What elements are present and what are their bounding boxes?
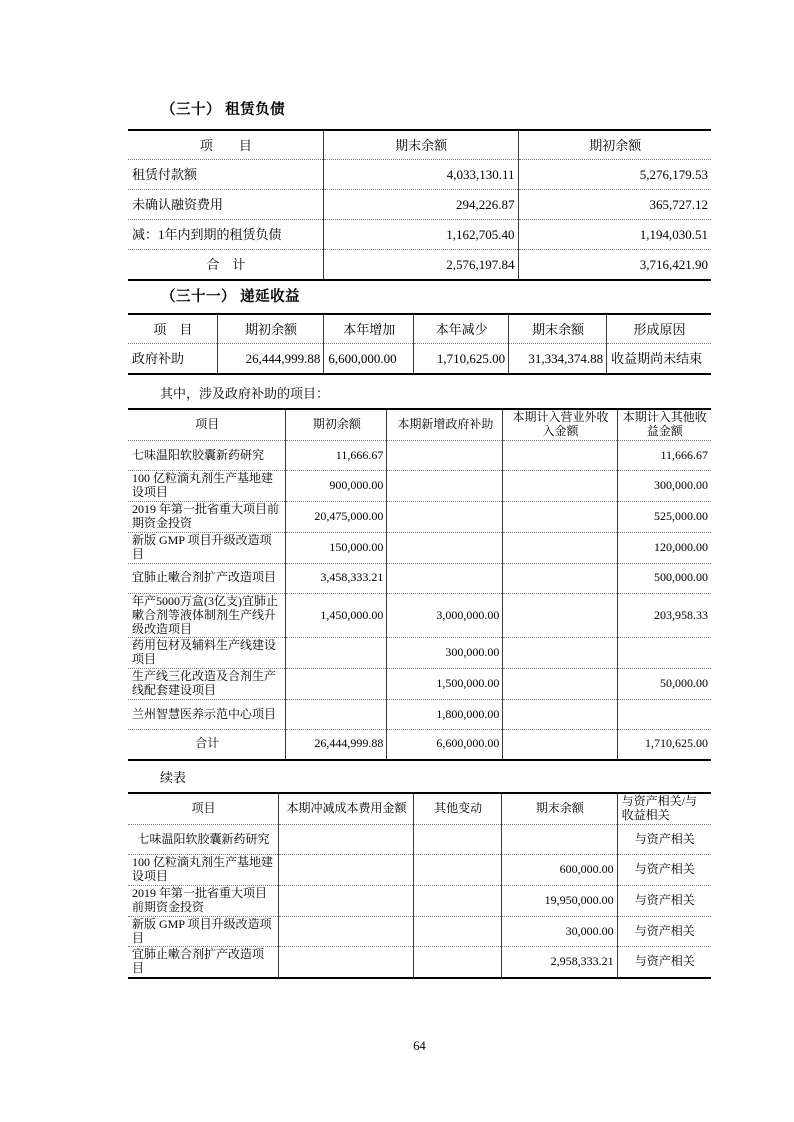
- continued-table-label: 续表: [160, 769, 187, 785]
- table-cell: [286, 638, 387, 669]
- table-cell: 120,000.00: [617, 532, 711, 563]
- lease-liabilities-table: [128, 129, 711, 281]
- table-header-cell: 项目: [195, 417, 220, 432]
- table-cell: [414, 885, 502, 916]
- table-header-cell: 期末余额: [323, 130, 518, 160]
- table-row: [128, 190, 711, 220]
- table-cell: 203,958.33: [617, 593, 711, 638]
- table-row: [128, 220, 711, 250]
- table-cell: 3,458,333.21: [286, 563, 387, 593]
- table-cell: 6,600,000.00: [324, 344, 414, 374]
- table-header-cell: 本期计入其他收益金额: [617, 409, 711, 440]
- table-cell: 新版 GMP 项目升级改造项目: [128, 532, 286, 563]
- table-row: [128, 700, 711, 730]
- table-cell: 与资产相关: [617, 824, 711, 854]
- table-cell: 26,444,999.88: [217, 344, 324, 374]
- table-cell: 19,950,000.00: [502, 885, 617, 916]
- table-cell: 31,334,374.88: [509, 344, 607, 374]
- table-cell: 与资产相关: [617, 885, 711, 916]
- table-cell: [286, 700, 387, 730]
- table-cell: [503, 502, 617, 533]
- table-cell: [278, 854, 413, 885]
- table-cell: 100 亿粒滴丸剂生产基地建设项目: [128, 471, 286, 502]
- table-row: [128, 502, 711, 533]
- table-cell: [503, 593, 617, 638]
- table-header-row: [128, 793, 711, 824]
- table-cell: [414, 824, 502, 854]
- table-cell: 兰州智慧医养示范中心项目: [128, 700, 286, 730]
- table-row: [128, 638, 711, 669]
- table-cell: [414, 947, 502, 978]
- table-cell: 150,000.00: [286, 532, 387, 563]
- table-cell: 294,226.87: [323, 190, 518, 220]
- table-header-cell: 本年增加: [324, 314, 414, 344]
- table-cell: 1,450,000.00: [286, 593, 387, 638]
- table-cell: [387, 502, 503, 533]
- table-header-cell: 期初余额: [518, 130, 711, 160]
- page-number: 64: [413, 1039, 426, 1053]
- table-row: [128, 250, 711, 280]
- table-cell: 1,500,000.00: [387, 669, 503, 700]
- table-cell: [286, 669, 387, 700]
- table-cell: 七味温阳软胶囊新药研究: [128, 441, 286, 471]
- table-header-cell: 期末余额: [502, 793, 617, 824]
- table-cell: [387, 532, 503, 563]
- table-cell: 900,000.00: [286, 471, 387, 502]
- table-cell: 新版 GMP 项目升级改造项目: [128, 916, 278, 947]
- table-cell: 政府补助: [128, 344, 217, 374]
- table-cell: 租赁付款额: [128, 160, 323, 190]
- table-cell: 2,958,333.21: [502, 947, 617, 978]
- table-cell: 300,000.00: [617, 471, 711, 502]
- table-cell: 50,000.00: [617, 669, 711, 700]
- table-cell: 宜肺止嗽合剂扩产改造项目: [128, 947, 278, 978]
- table-cell: 1,162,705.40: [323, 220, 518, 250]
- table-cell: 3,000,000.00: [387, 593, 503, 638]
- table-cell: [503, 441, 617, 471]
- table-row: [128, 824, 711, 854]
- total-cell: 6,600,000.00: [387, 730, 503, 760]
- table-cell: 4,033,130.11: [323, 160, 518, 190]
- table-cell: [503, 471, 617, 502]
- table-header-cell: 期初余额: [217, 314, 324, 344]
- gov-subsidy-projects-table: [128, 408, 711, 760]
- total-cell: 3,716,421.90: [518, 250, 711, 280]
- table-cell: [278, 824, 413, 854]
- table-row: [128, 532, 711, 563]
- table-cell: 收益期尚未结束: [607, 344, 711, 374]
- table-cell: [414, 916, 502, 947]
- table-cell: 2019 年第一批省重大项目前期资金投资: [128, 885, 278, 916]
- table-header-cell: 本期新增政府补助: [387, 409, 503, 440]
- table-header-row: [128, 130, 711, 160]
- table-cell: [503, 563, 617, 593]
- table-cell: [278, 947, 413, 978]
- table-cell: [503, 669, 617, 700]
- table-cell: 年产5000万盒(3亿支)宜肺止嗽合剂等液体制剂生产线升级改造项目: [128, 593, 286, 638]
- gov-subsidy-intro: 其中，涉及政府补助的项目：: [160, 385, 330, 401]
- total-cell: 2,576,197.84: [323, 250, 518, 280]
- table-cell: 500,000.00: [617, 563, 711, 593]
- table-cell: 365,727.12: [518, 190, 711, 220]
- table-cell: 与资产相关: [617, 947, 711, 978]
- section-30-title: （三十） 租赁负债: [161, 102, 286, 118]
- table-cell: 与资产相关: [617, 916, 711, 947]
- table-cell: [278, 916, 413, 947]
- table-header-cell: 期末余额: [509, 314, 607, 344]
- table-row: [128, 669, 711, 700]
- table-cell: 未确认融资费用: [128, 190, 323, 220]
- total-cell: 合 计: [128, 250, 323, 280]
- continued-table: [128, 792, 711, 979]
- table-row: [128, 344, 711, 374]
- table-cell: [387, 471, 503, 502]
- table-row: [128, 160, 711, 190]
- table-cell: 1,194,030.51: [518, 220, 711, 250]
- table-cell: [617, 638, 711, 669]
- table-header-cell: 项目: [191, 801, 216, 816]
- table-row: [128, 854, 711, 885]
- section-31-title: （三十一） 递延收益: [161, 288, 301, 305]
- table-header-cell: 项 目: [199, 137, 252, 153]
- table-cell: [278, 885, 413, 916]
- table-cell: [502, 824, 617, 854]
- table-cell: 600,000.00: [502, 854, 617, 885]
- table-cell: 525,000.00: [617, 502, 711, 533]
- table-header-row: [128, 409, 711, 440]
- table-cell: [414, 854, 502, 885]
- table-header-row: [128, 314, 711, 344]
- table-header-cell: 本年减少: [414, 314, 509, 344]
- table-cell: 2019 年第一批省重大项目前期资金投资: [128, 502, 286, 533]
- table-cell: 与资产相关: [617, 854, 711, 885]
- table-header-cell: 其他变动: [414, 793, 502, 824]
- table-header-cell: 项 目: [153, 321, 193, 337]
- table-cell: [387, 563, 503, 593]
- table-row: [128, 441, 711, 471]
- table-row: [128, 730, 711, 760]
- total-cell: 合计: [128, 730, 286, 760]
- table-cell: 300,000.00: [387, 638, 503, 669]
- table-row: [128, 563, 711, 593]
- table-cell: [503, 638, 617, 669]
- table-cell: 生产线三化改造及合剂生产线配套建设项目: [128, 669, 286, 700]
- table-cell: 11,666.67: [617, 441, 711, 471]
- table-cell: [503, 532, 617, 563]
- table-header-cell: 期初余额: [286, 409, 387, 440]
- table-cell: 药用包材及辅料生产线建设项目: [128, 638, 286, 669]
- table-cell: 1,800,000.00: [387, 700, 503, 730]
- table-cell: 减：1年内到期的租赁负债: [128, 220, 323, 250]
- table-header-cell: 形成原因: [607, 314, 711, 344]
- table-cell: 七味温阳软胶囊新药研究: [128, 824, 278, 854]
- table-cell: 100 亿粒滴丸剂生产基地建设项目: [128, 854, 278, 885]
- table-cell: [617, 700, 711, 730]
- table-row: [128, 471, 711, 502]
- table-cell: 20,475,000.00: [286, 502, 387, 533]
- table-cell: 1,710,625.00: [414, 344, 509, 374]
- table-cell: 30,000.00: [502, 916, 617, 947]
- table-cell: [387, 441, 503, 471]
- table-cell: 11,666.67: [286, 441, 387, 471]
- table-cell: 5,276,179.53: [518, 160, 711, 190]
- table-header-cell: 本期冲减成本费用金额: [278, 793, 413, 824]
- table-row: [128, 916, 711, 947]
- table-cell: 宜肺止嗽合剂扩产改造项目: [128, 563, 286, 593]
- total-cell: 1,710,625.00: [617, 730, 711, 760]
- table-row: [128, 947, 711, 978]
- table-header-cell: 与资产相关/与收益相关: [617, 793, 711, 824]
- deferred-income-table: [128, 313, 711, 375]
- table-row: [128, 593, 711, 638]
- total-cell: [503, 730, 617, 760]
- table-header-cell: 本期计入营业外收入金额: [503, 409, 617, 440]
- table-cell: [503, 700, 617, 730]
- table-row: [128, 885, 711, 916]
- total-cell: 26,444,999.88: [286, 730, 387, 760]
